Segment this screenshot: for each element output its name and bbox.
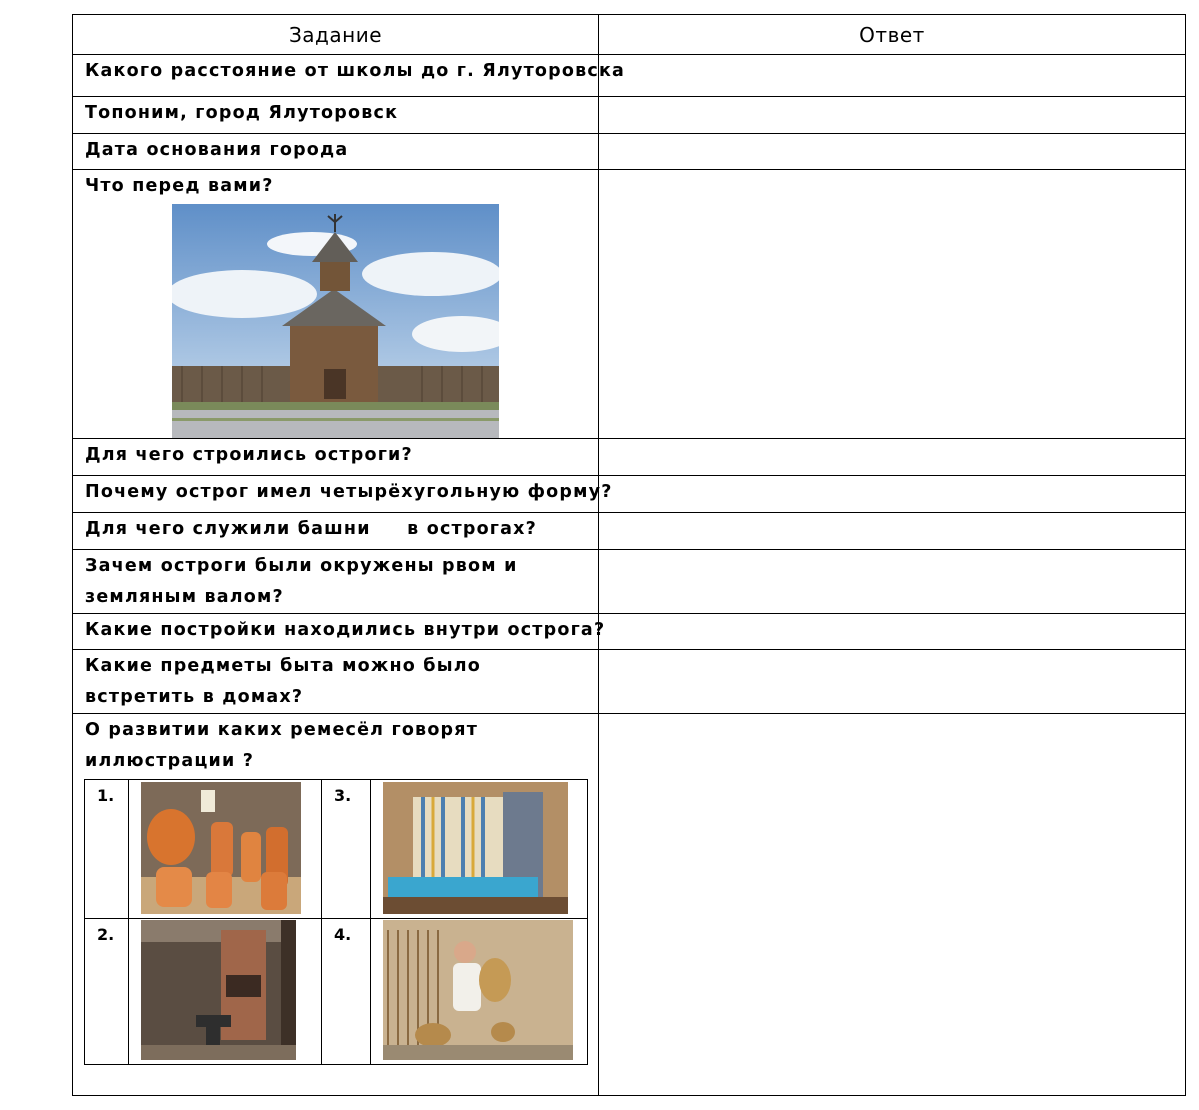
question-cell: Для чего служили башни в острогах? xyxy=(73,513,599,550)
question-cell-with-images xyxy=(73,714,599,1096)
table-row xyxy=(73,439,1186,476)
header-answer: Ответ xyxy=(599,15,1186,55)
answer-cell[interactable] xyxy=(599,55,1186,97)
table-row xyxy=(73,134,1186,170)
answer-cell[interactable] xyxy=(599,513,1186,550)
item-number: 4. xyxy=(322,919,371,1065)
answer-cell[interactable] xyxy=(599,614,1186,650)
table-row xyxy=(73,97,1186,134)
table-row xyxy=(73,170,1186,439)
item-number: 1. xyxy=(85,780,129,919)
answer-cell[interactable] xyxy=(599,550,1186,614)
basket-weaving-photo xyxy=(371,919,588,1065)
item-number: 3. xyxy=(322,780,371,919)
question-cell-with-image xyxy=(73,170,599,439)
question-cell: Какого расстояние от школы до г. Ялуторовска xyxy=(73,55,599,97)
item-number: 2. xyxy=(85,919,129,1065)
table-row xyxy=(73,714,1186,1096)
header-row xyxy=(73,15,1186,55)
wooden-fort-photo xyxy=(172,204,499,438)
answer-cell[interactable] xyxy=(599,714,1186,1096)
answer-cell[interactable] xyxy=(599,97,1186,134)
answer-cell[interactable] xyxy=(599,650,1186,714)
worksheet-table xyxy=(72,14,1186,1096)
table-row xyxy=(73,650,1186,714)
answer-cell[interactable] xyxy=(599,170,1186,439)
question-cell: Для чего строились остроги? xyxy=(73,439,599,476)
table-row xyxy=(73,476,1186,513)
table-row xyxy=(73,513,1186,550)
pottery-photo xyxy=(129,780,322,919)
question-cell: Дата основания города xyxy=(73,134,599,170)
table-row xyxy=(73,55,1186,97)
answer-cell[interactable] xyxy=(599,134,1186,170)
question-text: О развитии каких ремесёл говорят иллюстрации ? xyxy=(85,720,479,771)
question-text: Что перед вами? xyxy=(85,176,274,196)
answer-cell[interactable] xyxy=(599,476,1186,513)
question-cell: Какие постройки находились внутри острога? xyxy=(73,614,599,650)
header-task: Задание xyxy=(73,15,599,55)
weaving-loom-photo xyxy=(371,780,588,919)
crafts-image-grid xyxy=(84,779,588,1065)
answer-cell[interactable] xyxy=(599,439,1186,476)
question-cell: Зачем остроги были окружены рвом и земляным валом? xyxy=(73,550,599,614)
table-row xyxy=(73,550,1186,614)
table-row xyxy=(73,614,1186,650)
question-cell: Почему острог имел четырёхугольную форму? xyxy=(73,476,599,513)
question-cell: Топоним, город Ялуторовск xyxy=(73,97,599,134)
question-cell: Какие предметы быта можно было встретить в домах? xyxy=(73,650,599,714)
forge-photo xyxy=(129,919,322,1065)
